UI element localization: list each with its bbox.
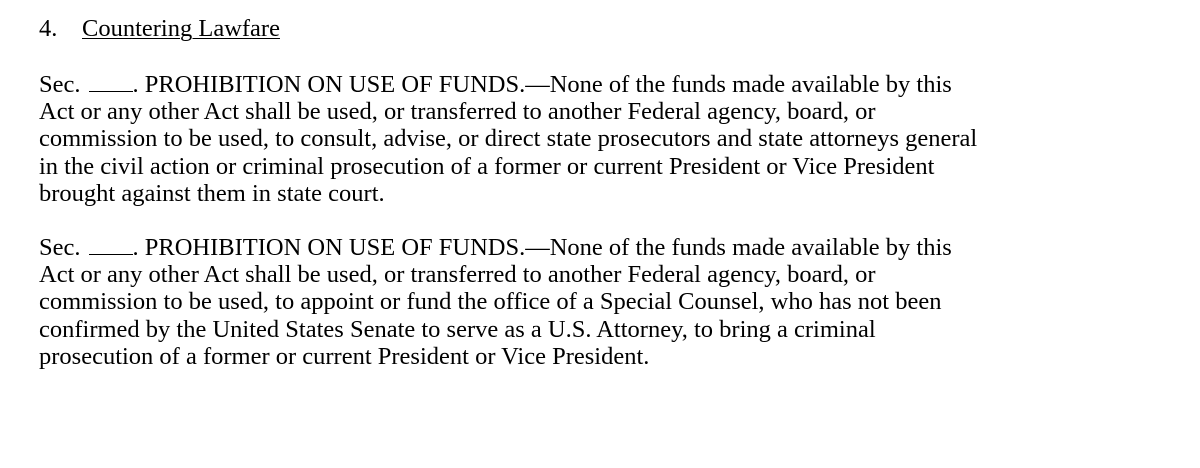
- heading-title: Countering Lawfare: [82, 15, 280, 42]
- heading-number: 4.: [39, 15, 58, 42]
- section-number-blank: [89, 235, 133, 255]
- paragraph-line: [39, 71, 1169, 98]
- paragraph-text: . PROHIBITION ON USE OF FUNDS.—None of the funds made available by this: [132, 71, 952, 98]
- section-paragraph-1: [39, 71, 1169, 207]
- section-prefix: Sec.: [39, 233, 81, 261]
- section-number-blank: [89, 72, 133, 92]
- section-paragraph-2: [39, 234, 1169, 370]
- paragraph-line: Act or any other Act shall be used, or transferred to another Federal agency, board, or: [39, 98, 876, 126]
- section-prefix: Sec.: [39, 71, 81, 98]
- paragraph-line: prosecution of a former or current President or Vice President.: [39, 342, 650, 370]
- paragraph-line: commission to be used, to consult, advise, or direct state prosecutors and state attorneys general: [39, 125, 978, 153]
- paragraph-line: in the civil action or criminal prosecution of a former or current President or Vice President: [39, 152, 935, 180]
- paragraph-line: commission to be used, to appoint or fund the office of a Special Counsel, who has not been: [39, 288, 942, 316]
- paragraph-line: Act or any other Act shall be used, or transferred to another Federal agency, board, or: [39, 261, 876, 289]
- paragraph-text: . PROHIBITION ON USE OF FUNDS.—None of the funds made available by this: [132, 233, 952, 261]
- paragraph-line: brought against them in state court.: [39, 179, 385, 207]
- paragraph-line: confirmed by the United States Senate to serve as a U.S. Attorney, to bring a criminal: [39, 315, 876, 343]
- document-page: [39, 15, 1169, 370]
- paragraph-line: [39, 234, 1169, 261]
- section-heading: [39, 15, 1169, 42]
